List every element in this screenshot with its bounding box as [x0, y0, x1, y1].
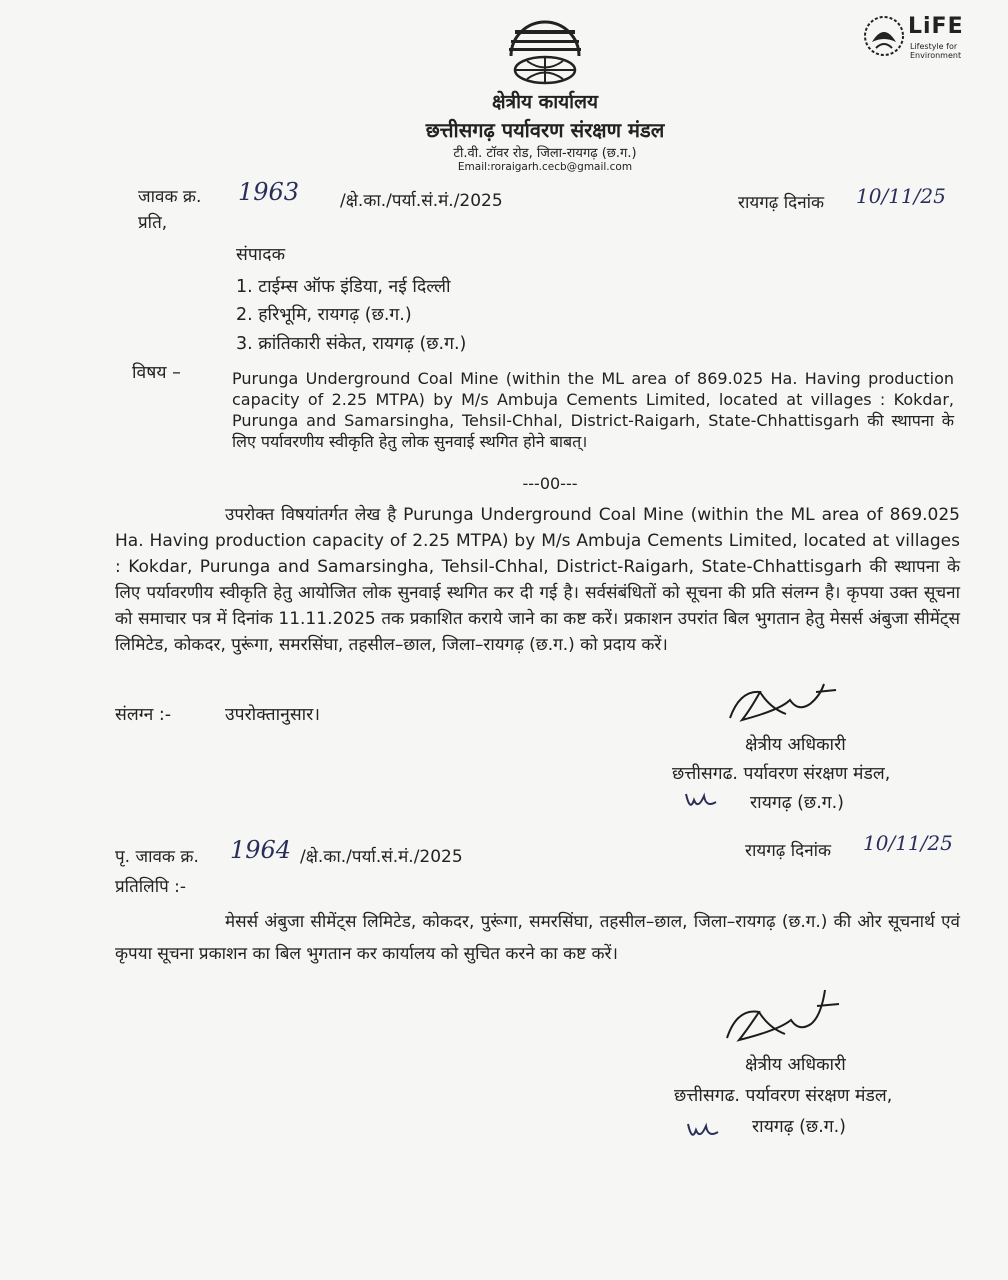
life-subtitle-1: Lifestyle for	[910, 42, 958, 51]
signature-2-designation: क्षेत्रीय अधिकारी	[745, 1055, 846, 1075]
signature-2-org: छत्तीसगढ. पर्यावरण संरक्षण मंडल,	[674, 1086, 893, 1106]
signature-2-icon	[715, 980, 855, 1050]
signature-1-icon	[720, 670, 850, 730]
enclosure-value: उपरोक्तानुसार।	[225, 705, 320, 725]
signature-1-place: रायगढ़ (छ.ग.)	[750, 793, 845, 813]
signature-1-designation: क्षेत्रीय अधिकारी	[745, 735, 846, 755]
initials-2-icon	[684, 1118, 724, 1144]
recipient-3: 3. क्रांतिकारी संकेत, रायगढ़ (छ.ग.)	[236, 334, 467, 354]
copy-body: मेसर्स अंबुजा सीमेंट्स लिमिटेड, कोकदर, पुरूंगा, समरसिंघा, तहसील–छाल, जिला–रायगढ़ (छ.ग.) की ओर सूचनार्थ एवं कृपया सूचना प्रकाशन का बिल भुगतान कर कार्यालय को सुचित करने का कष्ट करें।	[115, 912, 960, 964]
recipient-title: संपादक	[236, 245, 286, 265]
life-logo	[862, 12, 972, 66]
cecb-emblem-icon	[505, 18, 585, 90]
subject-label: विषय –	[132, 363, 181, 383]
recipient-1: 1. टाईम्स ऑफ इंडिया, नई दिल्ली	[236, 277, 451, 297]
copy-ref-suffix: /क्षे.का./पर्या.सं.मं./2025	[300, 847, 463, 867]
body-paragraph: उपरोक्त विषयांतर्गत लेख है Purunga Underground Coal Mine (within the ML area of 869.025 Ha. Having production capacity of 2.25 MTPA) by M/s Ambuja Cements Limited, located at villages : Kokdar, Purunga and Samarsingha, Tehsil-Chhal, District-Raigarh, State-Chhattisgarh की स्थापना के लिए पर्यावरणीय स्वीकृति हेतु आयोजित लोक सुनवाई स्थगित कर दी गई है। सर्वसंबंधितों को सूचना की प्रति संलग्न है। कृपया उक्त सूचना को समाचार पत्र में दिनांक 11.11.2025 तक प्रकाशित कराये जाने का कष्ट करें। प्रकाशन उपरांत बिल भुगतान हेतु मेसर्स अंबुजा सीमेंट्स लिमिटेड, कोकदर, पुरूंगा, समरसिंघा, तहसील–छाल, जिला–रायगढ़ (छ.ग.) को प्रदाय करें।	[115, 505, 960, 655]
copy-date-value: 10/11/25	[863, 831, 953, 855]
ref-number: 1963	[238, 178, 300, 206]
office-address: टी.वी. टॉवर रोड, जिला-रायगढ़ (छ.ग.)	[453, 146, 637, 161]
ref-suffix: /क्षे.का./पर्या.सं.मं./2025	[340, 191, 503, 211]
copy-ref-number: 1964	[230, 836, 292, 864]
subject-text: Purunga Underground Coal Mine (within the ML area of 869.025 Ha. Having production capacity of 2.25 MTPA) by M/s Ambuja Cements Limited, located at villages : Kokdar, Purunga and Samarsingha, Tehsil-Chhal, District-Raigarh, State-Chhattisgarh की स्थापना के लिए पर्यावरणीय स्वीकृति हेतु लोक सुनवाई स्थगित होने बाबत्।	[232, 369, 954, 451]
cc-label: प्रतिलिपि :-	[115, 877, 187, 897]
signature-1-org: छत्तीसगढ. पर्यावरण संरक्षण मंडल,	[672, 764, 891, 784]
enclosure-label: संलग्न :-	[115, 705, 172, 725]
ref-label: जावक क्र.	[138, 187, 202, 207]
signature-2-place: रायगढ़ (छ.ग.)	[752, 1117, 847, 1137]
to-label: प्रति,	[138, 213, 168, 233]
copy-ref-label: पृ. जावक क्र.	[115, 847, 199, 867]
board-title: छत्तीसगढ़ पर्यावरण संरक्षण मंडल	[425, 118, 665, 142]
life-title: LiFE	[908, 14, 964, 39]
office-email: Email:roraigarh.cecb@gmail.com	[457, 161, 633, 173]
date-value: 10/11/25	[856, 184, 946, 208]
initials-1-icon	[682, 788, 722, 814]
life-subtitle-2: Environment	[910, 51, 962, 60]
divider: ---00---	[522, 474, 578, 493]
recipient-2: 2. हरिभूमि, रायगढ़ (छ.ग.)	[236, 305, 412, 325]
office-title: क्षेत्रीय कार्यालय	[491, 91, 599, 113]
date-label: रायगढ़ दिनांक	[738, 193, 825, 213]
copy-date-label: रायगढ़ दिनांक	[745, 841, 832, 861]
